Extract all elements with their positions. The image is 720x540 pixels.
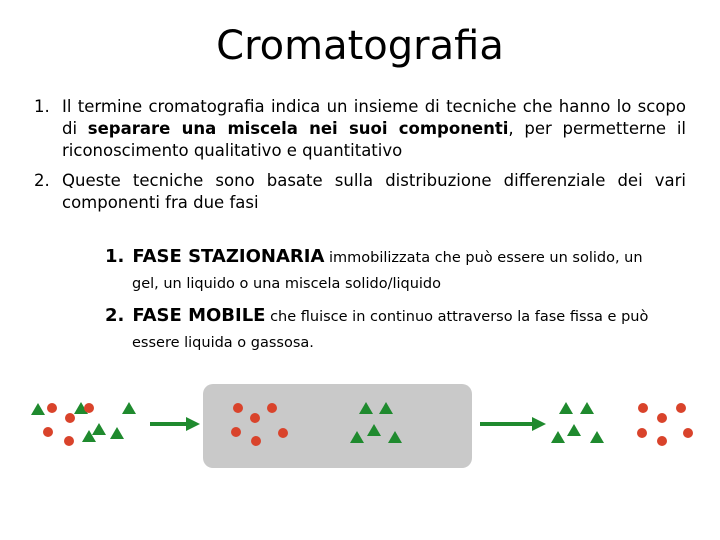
- list-text-bold: separare una miscela nei suoi componenti: [87, 119, 509, 138]
- list-item: [34, 170, 686, 214]
- dot-icon: [683, 428, 693, 438]
- sub-heading: FASE MOBILE: [132, 305, 266, 326]
- triangle-icon: [122, 402, 136, 414]
- dot-icon: [676, 403, 686, 413]
- dot-icon: [638, 403, 648, 413]
- dot-icon: [267, 403, 277, 413]
- output-triangles-group: [551, 402, 604, 443]
- dot-icon: [637, 428, 647, 438]
- triangle-icon: [551, 431, 565, 443]
- arrow-right-icon: [150, 417, 200, 431]
- sub-text-continued: essere liquida o gassosa.: [132, 335, 314, 351]
- dot-icon: [43, 427, 53, 437]
- triangle-icon: [31, 403, 45, 415]
- sub-text: immobilizzata che può essere un solido, un: [324, 250, 643, 266]
- dot-icon: [47, 403, 57, 413]
- dot-icon: [64, 436, 74, 446]
- dot-icon: [231, 427, 241, 437]
- list-number: 1.: [34, 97, 50, 116]
- dot-icon: [278, 428, 288, 438]
- list-text: Queste tecniche sono basate sulla distribuzione differenziale dei vari componenti fra due fasi: [62, 171, 686, 212]
- arrow-right-icon: [480, 417, 546, 431]
- triangle-icon: [580, 402, 594, 414]
- output-dots-group: [637, 403, 693, 446]
- list-text: Il termine cromatografia indica un insieme di tecniche che hanno lo scopo di: [62, 97, 686, 138]
- chromatography-column: [203, 384, 472, 468]
- list-text: , per permetterne il riconoscimento qualitativo e quantitativo: [62, 119, 686, 160]
- triangle-icon: [110, 427, 124, 439]
- mixed-components-group: [31, 402, 136, 446]
- dot-icon: [233, 403, 243, 413]
- list-number: 2.: [34, 171, 50, 190]
- triangle-icon: [559, 402, 573, 414]
- chromatography-diagram: [0, 375, 720, 485]
- triangle-icon: [567, 424, 581, 436]
- dot-icon: [250, 413, 260, 423]
- sub-text: che fluisce in continuo attraverso la fase fissa e può: [265, 309, 649, 325]
- sub-item-stationary-phase: [105, 244, 685, 297]
- sub-text-continued: gel, un liquido o una miscela solido/liquido: [132, 276, 442, 292]
- sub-number: 1.: [105, 246, 125, 267]
- dot-icon: [657, 436, 667, 446]
- dot-icon: [65, 413, 75, 423]
- slide-title: Cromatografia: [216, 23, 504, 69]
- dot-icon: [84, 403, 94, 413]
- triangle-icon: [590, 431, 604, 443]
- sub-heading: FASE STAZIONARIA: [132, 246, 325, 267]
- triangle-icon: [92, 423, 106, 435]
- sub-item-mobile-phase: [105, 303, 685, 356]
- main-list: [34, 96, 686, 214]
- dot-icon: [251, 436, 261, 446]
- dot-icon: [657, 413, 667, 423]
- sub-number: 2.: [105, 305, 125, 326]
- list-item: [34, 96, 686, 162]
